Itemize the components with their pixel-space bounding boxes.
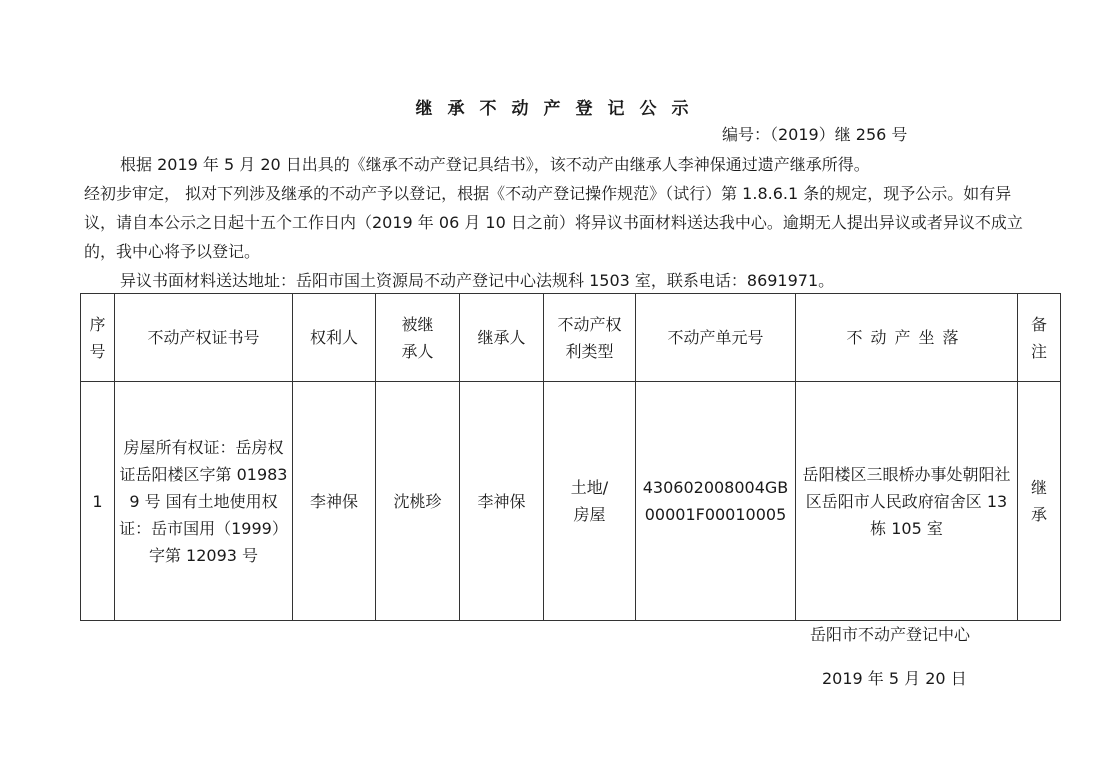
paragraph-basis: 根据 2019 年 5 月 20 日出具的《继承不动产登记具结书》，该不动产由继承人李神保通过遗产继承所得。: [120, 155, 870, 174]
cell-seq: 1: [81, 382, 115, 621]
header-decedent: 被继承人: [376, 294, 460, 382]
cell-cert-no: 房屋所有权证：岳房权证岳阳楼区字第 019839 号 国有土地使用权证：岳市国用（1999）字第 12093 号: [115, 382, 293, 621]
header-heir: 继承人: [460, 294, 544, 382]
cell-right-type: 土地/房屋: [544, 382, 636, 621]
header-remark: 备注: [1018, 294, 1061, 382]
paragraph-review: 经初步审定， 拟对下列涉及继承的不动产予以登记，根据《不动产登记操作规范》（试行）第 1.8.6.1 条的规定，现予公示。如有异议，请自本公示之日起十五个工作日内（2019 年 06 月 10 日之前）将异议书面材料送达我中心。逾期无人提出异议或者异议不成立的，我中心将予以登记。: [84, 184, 1023, 261]
header-cert-no: 不动产权证书号: [115, 294, 293, 382]
cell-unit-no: 430602008004GB00001F00010005: [636, 382, 796, 621]
header-right-type: 不动产权利类型: [544, 294, 636, 382]
header-unit-no: 不动产单元号: [636, 294, 796, 382]
registration-table: [80, 293, 1061, 621]
header-location: 不动产坐落: [796, 294, 1018, 382]
document-number: 编号：（2019）继 256 号: [722, 125, 908, 144]
paragraph-objection-address: 异议书面材料送达地址：岳阳市国土资源局不动产登记中心法规科 1503 室，联系电话：8691971。: [120, 271, 835, 290]
table-row: [81, 382, 1061, 621]
cell-remark: 继承: [1018, 382, 1061, 621]
table-header-row: [81, 294, 1061, 382]
issue-date: 2019 年 5 月 20 日: [822, 669, 967, 688]
cell-owner: 李神保: [293, 382, 376, 621]
header-seq: 序号: [81, 294, 115, 382]
cell-decedent: 沈桃珍: [376, 382, 460, 621]
header-owner: 权利人: [293, 294, 376, 382]
cell-location: 岳阳楼区三眼桥办事处朝阳社区岳阳市人民政府宿舍区 13 栋 105 室: [796, 382, 1018, 621]
cell-heir: 李神保: [460, 382, 544, 621]
notice-title: 继承不动产登记公示: [415, 99, 704, 119]
issuer-signature: 岳阳市不动产登记中心: [810, 625, 971, 644]
